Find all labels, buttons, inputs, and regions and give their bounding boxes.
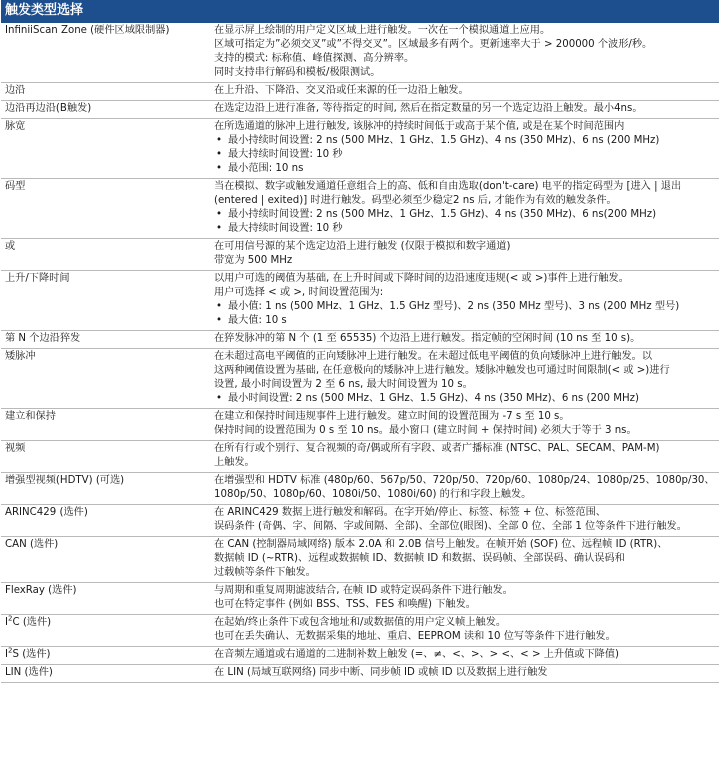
- description-line: 在 CAN (控制器局域网络) 版本 2.0A 和 2.0B 信号上触发。在帧开始 (SOF) 位、远程帧 ID (RTR)、: [214, 539, 668, 550]
- trigger-type-description: [210, 665, 719, 683]
- table-row: [1, 583, 719, 615]
- table-row: [1, 271, 719, 331]
- table-row: [1, 179, 719, 239]
- trigger-type-name: 或: [1, 239, 210, 271]
- description-line: (entered | exited)] 时进行触发。码型必须至少稳定2 ns 后, 才能作为有效的触发条件。: [214, 195, 617, 206]
- description-line: 在音频左通道或右通道的二进制补数上触发 (=、≠、<、>、> <、< > 上升值或下降值): [214, 649, 619, 660]
- trigger-type-name: 码型: [1, 179, 210, 239]
- trigger-type-description: [210, 83, 719, 101]
- table-row: [1, 119, 719, 179]
- trigger-type-description: [210, 349, 719, 409]
- trigger-type-description: [210, 409, 719, 441]
- table-header: [1, 0, 719, 23]
- trigger-type-name: $I^2S$ (选件): [1, 647, 210, 665]
- trigger-type-description: [210, 441, 719, 473]
- trigger-type-name: ARINC429 (选件): [1, 505, 210, 537]
- trigger-type-description: [210, 583, 719, 615]
- description-line: 也可在丢失确认、无数据采集的地址、重启、EEPROM 读和 10 位写等条件下进行触发。: [214, 631, 616, 642]
- trigger-type-name: 上升/下降时间: [1, 271, 210, 331]
- spec-table-page: [1, 0, 719, 683]
- description-line: 在所有行或个别行、复合视频的奇/偶或所有字段、或者广播标准 (NTSC、PAL、SECAM、PAM-M): [214, 443, 660, 454]
- trigger-type-name: 边沿再边沿(B触发): [1, 101, 210, 119]
- trigger-type-description: [210, 537, 719, 583]
- description-line: 在可用信号源的某个选定边沿上进行触发 (仅限于模拟和数字通道): [214, 241, 511, 252]
- description-line: 在选定边沿上进行准备, 等待指定的时间, 然后在指定数量的另一个选定边沿上触发。最小4ns。: [214, 103, 643, 114]
- trigger-type-name: 第 N 个边沿猝发: [1, 331, 210, 349]
- description-line: 在 LIN (局域互联网络) 同步中断、同步帧 ID 或帧 ID 以及数据上进行触发: [214, 667, 548, 678]
- description-line: 也可在特定事件 (例如 BSS、TSS、FES 和唤醒) 下触发。: [214, 599, 476, 610]
- trigger-type-description: [210, 615, 719, 647]
- trigger-type-name: 边沿: [1, 83, 210, 101]
- description-line: 设置, 最小时间设置为 2 至 6 ns, 最大时间设置为 10 s。: [214, 379, 473, 390]
- table-row: [1, 441, 719, 473]
- description-line: 在显示屏上绘制的用户定义区域上进行触发。一次在一个模拟通道上应用。: [214, 25, 551, 36]
- bullet-item: • 最小范围: 10 ns: [214, 162, 717, 176]
- trigger-type-name: 脉宽: [1, 119, 210, 179]
- table-body: [1, 23, 719, 683]
- description-line: 在建立和保持时间违规事件上进行触发。建立时间的设置范围为 -7 s 至 10 s。: [214, 411, 570, 422]
- table-row: [1, 665, 719, 683]
- table-row: [1, 537, 719, 583]
- trigger-type-description: [210, 23, 719, 83]
- trigger-type-name: FlexRay (选件): [1, 583, 210, 615]
- trigger-type-name: InfiniiScan Zone (硬件区域限制器): [1, 23, 210, 83]
- description-line: 误码条件 (奇偶、字、间隔、字或间隔、全部)、全部位(眼图)、全部 0 位、全部 1 位等条件下进行触发。: [214, 521, 687, 532]
- bullet-list: [214, 134, 717, 176]
- trigger-type-description: [210, 505, 719, 537]
- trigger-type-name: 矮脉冲: [1, 349, 210, 409]
- header-title: 触发类型选择: [5, 3, 84, 18]
- trigger-type-name: CAN (选件): [1, 537, 210, 583]
- table-row: [1, 83, 719, 101]
- table-row: [1, 239, 719, 271]
- table-row: [1, 615, 719, 647]
- trigger-type-name: 建立和保持: [1, 409, 210, 441]
- trigger-type-name: LIN (选件): [1, 665, 210, 683]
- description-line: 在所选通道的脉冲上进行触发, 该脉冲的持续时间低于或高于某个值, 或是在某个时间范围内: [214, 121, 625, 132]
- table-row: [1, 349, 719, 409]
- trigger-type-table: [1, 23, 719, 683]
- bullet-list: [214, 392, 717, 406]
- table-row: [1, 101, 719, 119]
- bullet-list: [214, 208, 717, 236]
- trigger-type-description: [210, 179, 719, 239]
- trigger-type-description: [210, 331, 719, 349]
- description-line: 区域可指定为”必须交叉”或”不得交叉”。区域最多有两个。更新速率大于 > 200000 个波形/秒。: [214, 39, 653, 50]
- description-line: 这两种阈值设置为基础, 在任意极向的矮脉冲上进行触发。矮脉冲触发也可通过时间限制(< 或 >)进行: [214, 365, 670, 376]
- bullet-item: • 最小值: 1 ns (500 MHz、1 GHz、1.5 GHz 型号)、2 ns (350 MHz 型号)、3 ns (200 MHz 型号): [214, 300, 717, 314]
- description-line: 同时支持串行解码和模板/极限测试。: [214, 67, 381, 78]
- table-row: [1, 647, 719, 665]
- table-row: [1, 23, 719, 83]
- trigger-type-description: [210, 271, 719, 331]
- bullet-item: • 最小时间设置: 2 ns (500 MHz、1 GHz、1.5 GHz)、4 ns (350 MHz)、6 ns (200 MHz): [214, 392, 717, 406]
- trigger-type-description: [210, 239, 719, 271]
- description-line: 支持的模式: 标称值、峰值探测、高分辨率。: [214, 53, 415, 64]
- bullet-item: • 最大持续时间设置: 10 秒: [214, 148, 717, 162]
- description-line: 以用户可选的阈值为基础, 在上升时间或下降时间的边沿速度违规(< 或 >)事件上进行触发。: [214, 273, 629, 284]
- description-line: 用户可选择 < 或 >, 时间设置范围为:: [214, 287, 384, 298]
- bullet-list: [214, 300, 717, 328]
- trigger-type-description: [210, 647, 719, 665]
- trigger-type-description: [210, 473, 719, 505]
- description-line: 在起始/终止条件下或包含地址和/或数据值的用户定义帧上触发。: [214, 617, 507, 628]
- bullet-item: • 最大值: 10 s: [214, 314, 717, 328]
- bullet-item: • 最大持续时间设置: 10 秒: [214, 222, 717, 236]
- trigger-type-description: [210, 101, 719, 119]
- table-row: [1, 473, 719, 505]
- trigger-type-name: $I^2C$ (选件): [1, 615, 210, 647]
- table-row: [1, 409, 719, 441]
- description-line: 在未超过高电平阈值的正向矮脉冲上进行触发。在未超过低电平阈值的负向矮脉冲上进行触发。以: [214, 351, 653, 362]
- bullet-item: • 最小持续时间设置: 2 ns (500 MHz、1 GHz、1.5 GHz)、4 ns (350 MHz)、6 ns (200 MHz): [214, 134, 717, 148]
- trigger-type-name: 增强型视频(HDTV) (可选): [1, 473, 210, 505]
- trigger-type-description: [210, 119, 719, 179]
- bullet-item: • 最小持续时间设置: 2 ns (500 MHz、1 GHz、1.5 GHz)、4 ns (350 MHz)、6 ns(200 MHz): [214, 208, 717, 222]
- description-line: 1080p/50、1080p/60、1080i/50、1080i/60) 的行和字段上触发。: [214, 489, 532, 500]
- description-line: 过载帧等条件下触发。: [214, 567, 316, 578]
- description-line: 与周期和重复周期滤波结合, 在帧 ID 或特定误码条件下进行触发。: [214, 585, 513, 596]
- description-line: 在 ARINC429 数据上进行触发和解码。在字开始/停止、标签、标签 + 位、标签范围、: [214, 507, 606, 518]
- table-row: [1, 331, 719, 349]
- table-row: [1, 505, 719, 537]
- description-line: 在猝发脉冲的第 N 个 (1 至 65535) 个边沿上进行触发。指定帧的空闲时间 (10 ns 至 10 s)。: [214, 333, 641, 344]
- description-line: 当在模拟、数字或触发通道任意组合上的高、低和自由选取(don't-care) 电平的指定码型为 [进入 | 退出: [214, 181, 682, 192]
- description-line: 在增强型和 HDTV 标准 (480p/60、567p/50、720p/50、720p/60、1080p/24、1080p/25、1080p/30、: [214, 475, 715, 486]
- description-line: 数据帧 ID (~RTR)、远程或数据帧 ID、数据帧 ID 和数据、误码帧、全部误码、确认误码和: [214, 553, 625, 564]
- description-line: 保持时间的设置范围为 0 s 至 10 ns。最小窗口 (建立时间 + 保持时间) 必须大于等于 3 ns。: [214, 425, 637, 436]
- trigger-type-name: 视频: [1, 441, 210, 473]
- description-line: 在上升沿、下降沿、交叉沿或任来源的任一边沿上触发。: [214, 85, 469, 96]
- description-line: 带宽为 500 MHz: [214, 255, 293, 266]
- description-line: 上触发。: [214, 457, 255, 468]
